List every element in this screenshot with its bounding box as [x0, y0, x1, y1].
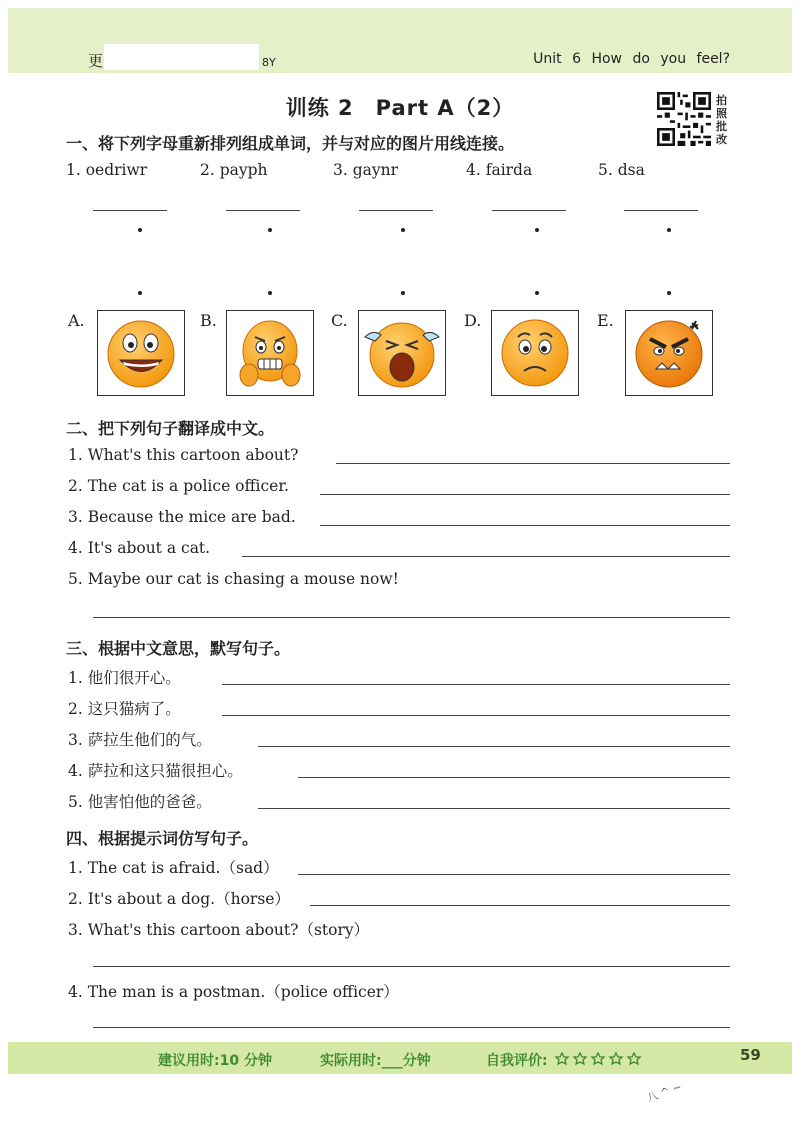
flower-icon	[556, 1053, 568, 1064]
unit-title: How do you feel?	[591, 51, 730, 67]
crying-face-icon	[359, 311, 445, 395]
actual-time: 实际用时:___分钟	[320, 1053, 431, 1069]
picture-dot-c[interactable]	[401, 291, 405, 295]
translate-item-3: 3. Because the mice are bad.	[68, 508, 296, 526]
angry-face-icon	[626, 311, 712, 395]
picture-dot-b[interactable]	[268, 291, 272, 295]
qr-code-icon[interactable]	[657, 92, 711, 146]
picture-box-d	[491, 310, 579, 396]
word-answer-blank-2[interactable]	[226, 210, 300, 211]
picture-box-c	[358, 310, 446, 396]
picture-box-a	[97, 310, 185, 396]
section2-heading: 二、把下列句子翻译成中文。	[66, 419, 275, 438]
rewrite-item-4: 4. The man is a postman.（police officer）	[68, 983, 399, 1001]
word-dot-1[interactable]	[138, 228, 142, 232]
dictation-answer-3[interactable]	[258, 746, 730, 747]
qr-label-char: 拍	[716, 94, 727, 107]
picture-dot-a[interactable]	[138, 291, 142, 295]
dictation-answer-4[interactable]	[298, 777, 730, 778]
page-title: 训练 2 Part A（2）	[285, 96, 515, 120]
translate-item-2: 2. The cat is a police officer.	[68, 477, 289, 495]
picture-label-e: E.	[597, 311, 614, 330]
section4-heading: 四、根据提示词仿写句子。	[66, 829, 259, 848]
dictation-answer-2[interactable]	[222, 715, 730, 716]
dictation-item-3: 3. 萨拉生他们的气。	[68, 731, 212, 749]
handwritten-marks: 八 ^ ~	[645, 1080, 684, 1105]
header-left-text: 更	[88, 52, 104, 70]
self-evaluation-rating[interactable]	[553, 1051, 645, 1073]
scrambled-word-5: 5. dsa	[598, 161, 645, 179]
dictation-item-1: 1. 他们很开心。	[68, 669, 181, 687]
rewrite-answer-4[interactable]	[93, 1027, 730, 1028]
translate-answer-3[interactable]	[320, 525, 730, 526]
qr-label-char: 批	[716, 120, 727, 133]
page-number: 59	[740, 1046, 761, 1064]
dictation-item-2: 2. 这只猫病了。	[68, 700, 181, 718]
section1-heading: 一、将下列字母重新排列组成单词，并与对应的图片用线连接。	[66, 134, 515, 153]
unit-number: Unit 6	[533, 51, 581, 67]
translate-answer-4[interactable]	[242, 556, 730, 557]
word-dot-4[interactable]	[535, 228, 539, 232]
self-evaluation-label: 自我评价:	[486, 1053, 548, 1069]
rewrite-answer-1[interactable]	[298, 874, 730, 875]
dictation-item-4: 4. 萨拉和这只猫很担心。	[68, 762, 243, 780]
picture-box-e	[625, 310, 713, 396]
suggested-time: 建议用时:10 分钟	[158, 1053, 272, 1069]
qr-label-char: 照	[716, 107, 727, 120]
header-code: 8Y	[262, 56, 276, 69]
scrambled-word-2: 2. payph	[200, 161, 268, 179]
picture-label-c: C.	[331, 311, 348, 330]
rewrite-item-3: 3. What's this cartoon about?（story）	[68, 921, 370, 939]
rewrite-item-1: 1. The cat is afraid.（sad）	[68, 859, 279, 877]
translate-answer-1[interactable]	[336, 463, 730, 464]
rewrite-answer-2[interactable]	[310, 905, 730, 906]
word-answer-blank-4[interactable]	[492, 210, 566, 211]
header-unit	[533, 51, 730, 67]
flower-icon	[628, 1053, 640, 1064]
translate-answer-5[interactable]	[93, 617, 730, 618]
translate-item-4: 4. It's about a cat.	[68, 539, 211, 557]
picture-dot-e[interactable]	[667, 291, 671, 295]
word-dot-5[interactable]	[667, 228, 671, 232]
flower-icon	[592, 1053, 604, 1064]
happy-face-icon	[98, 311, 184, 395]
dictation-answer-5[interactable]	[258, 808, 730, 809]
scrambled-word-4: 4. fairda	[466, 161, 533, 179]
flower-icon	[574, 1053, 586, 1064]
scrambled-word-3: 3. gaynr	[333, 161, 399, 179]
rewrite-answer-3[interactable]	[93, 966, 730, 967]
section3-heading: 三、根据中文意思，默写句子。	[66, 639, 291, 658]
dictation-answer-1[interactable]	[222, 684, 730, 685]
word-dot-2[interactable]	[268, 228, 272, 232]
word-answer-blank-3[interactable]	[359, 210, 433, 211]
picture-box-b	[226, 310, 314, 396]
flower-icon	[610, 1053, 622, 1064]
scrambled-word-1: 1. oedriwr	[66, 161, 148, 179]
rewrite-item-2: 2. It's about a dog.（horse）	[68, 890, 290, 908]
word-answer-blank-5[interactable]	[624, 210, 698, 211]
qr-label	[716, 94, 730, 146]
scared-face-icon	[227, 311, 313, 395]
translate-answer-2[interactable]	[320, 494, 730, 495]
picture-label-d: D.	[464, 311, 482, 330]
dictation-item-5: 5. 他害怕他的爸爸。	[68, 793, 212, 811]
qr-label-char: 改	[716, 133, 727, 146]
worried-face-icon	[492, 311, 578, 395]
header-mask	[104, 44, 259, 70]
translate-item-5: 5. Maybe our cat is chasing a mouse now!	[68, 570, 399, 588]
picture-label-a: A.	[68, 311, 85, 330]
picture-dot-d[interactable]	[535, 291, 539, 295]
word-dot-3[interactable]	[401, 228, 405, 232]
translate-item-1: 1. What's this cartoon about?	[68, 446, 299, 464]
picture-label-b: B.	[200, 311, 217, 330]
word-answer-blank-1[interactable]	[93, 210, 167, 211]
